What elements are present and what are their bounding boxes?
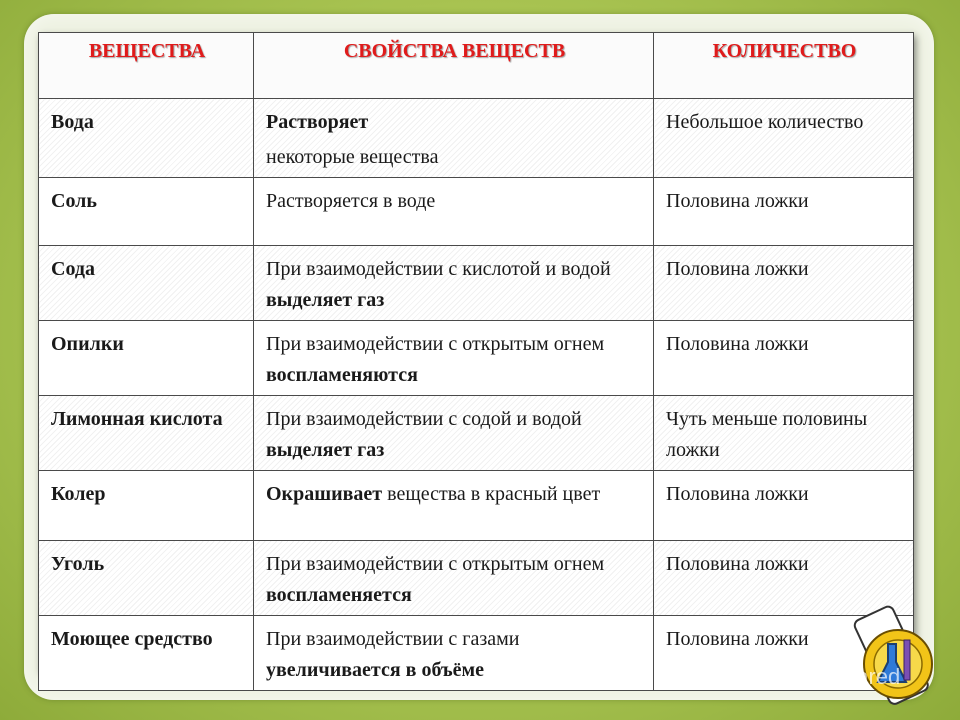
cell-amount: Половина ложки bbox=[654, 321, 914, 396]
cell-property bbox=[254, 471, 654, 541]
table-row bbox=[39, 471, 914, 541]
cell-property bbox=[254, 321, 654, 396]
cell-substance: Лимонная кислота bbox=[39, 396, 254, 471]
cell-substance: Сода bbox=[39, 246, 254, 321]
property-text: При взаимодействии с содой и водой bbox=[266, 408, 582, 430]
property-text: При взаимодействии с кислотой и водой bbox=[266, 258, 611, 280]
watermark-text: MyShared bbox=[800, 664, 901, 689]
header-substances: ВЕЩЕСТВА bbox=[39, 33, 254, 99]
cell-amount: Половина ложки bbox=[654, 616, 914, 691]
property-text: При взаимодействии с открытым огнем bbox=[266, 333, 605, 355]
chemistry-flask-logo-icon bbox=[848, 600, 940, 708]
cell-property bbox=[254, 246, 654, 321]
slides-icon bbox=[770, 666, 796, 688]
property-emphasis: воспламеняется bbox=[266, 584, 412, 606]
cell-property bbox=[254, 396, 654, 471]
cell-amount: Чуть меньше половины ложки bbox=[654, 396, 914, 471]
cell-substance: Колер bbox=[39, 471, 254, 541]
table-row bbox=[39, 246, 914, 321]
property-emphasis: воспламеняются bbox=[266, 364, 418, 386]
property-emphasis: выделяет газ bbox=[266, 289, 385, 311]
cell-amount: Половина ложки bbox=[654, 246, 914, 321]
header-amount: КОЛИЧЕСТВО bbox=[654, 33, 914, 99]
cell-property bbox=[254, 616, 654, 691]
property-text: вещества в красный цвет bbox=[382, 483, 601, 505]
cell-substance: Опилки bbox=[39, 321, 254, 396]
cell-property bbox=[254, 541, 654, 616]
header-properties: СВОЙСТВА ВЕЩЕСТВ bbox=[254, 33, 654, 99]
property-emphasis: Окрашивает bbox=[266, 483, 383, 505]
cell-property bbox=[254, 99, 654, 178]
cell-amount: Небольшое количество bbox=[654, 99, 914, 178]
table-row bbox=[39, 321, 914, 396]
property-text: При взаимодействии с газами bbox=[266, 628, 520, 650]
header-row bbox=[39, 33, 914, 99]
watermark bbox=[770, 664, 900, 690]
property-text: некоторые вещества bbox=[266, 146, 439, 168]
table-body bbox=[39, 99, 914, 691]
table-row bbox=[39, 178, 914, 246]
substances-table bbox=[38, 32, 914, 691]
table-row bbox=[39, 396, 914, 471]
cell-substance: Уголь bbox=[39, 541, 254, 616]
cell-property bbox=[254, 178, 654, 246]
cell-substance: Моющее средство bbox=[39, 616, 254, 691]
cell-amount: Половина ложки bbox=[654, 178, 914, 246]
property-emphasis: увеличивается в объёме bbox=[266, 659, 485, 681]
cell-substance: Вода bbox=[39, 99, 254, 178]
table-row bbox=[39, 541, 914, 616]
property-text: Растворяется в воде bbox=[266, 190, 436, 212]
property-emphasis: Растворяет bbox=[266, 111, 369, 133]
cell-substance: Соль bbox=[39, 178, 254, 246]
property-text: При взаимодействии с открытым огнем bbox=[266, 553, 605, 575]
cell-amount: Половина ложки bbox=[654, 471, 914, 541]
property-emphasis: выделяет газ bbox=[266, 439, 385, 461]
cell-amount: Половина ложки bbox=[654, 541, 914, 616]
table-row bbox=[39, 99, 914, 178]
